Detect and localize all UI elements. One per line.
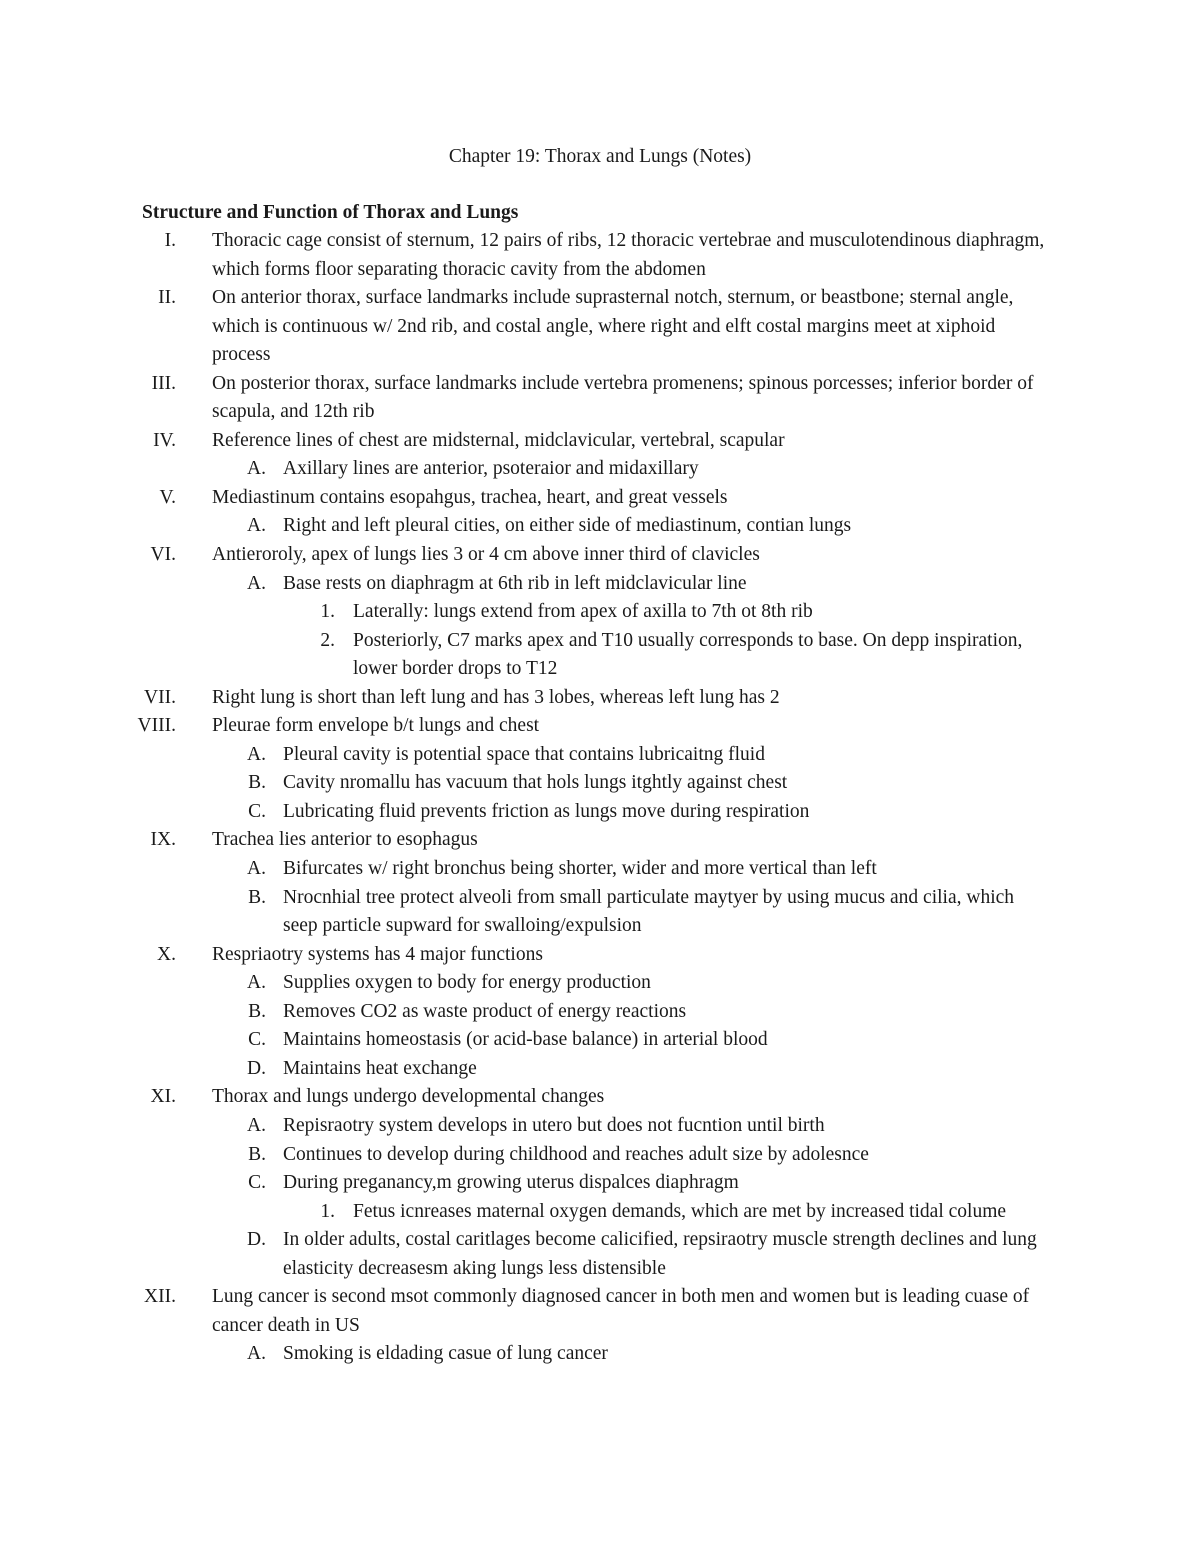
outline-item-marker: C. (248, 1172, 266, 1194)
outline-item-marker: 1. (320, 601, 335, 623)
outline-item-text: Mediastinum contains esopahgus, trachea, heart, and great vessels (212, 486, 728, 508)
outline-item-marker: V. (159, 486, 176, 508)
outline-item-level-2 (0, 1226, 1200, 1283)
outline-item-text: Posteriorly, C7 marks apex and T10 usually corresponds to base. On depp inspiration, lower border drops to T12 (353, 629, 1023, 680)
outline-item-text: Lubricating fluid prevents friction as lungs move during respiration (283, 800, 810, 822)
outline-item-level-1 (0, 1083, 1200, 1112)
outline-item-level-1 (0, 941, 1200, 970)
outline-item-text: Reference lines of chest are midsternal, midclavicular, vertebral, scapular (212, 429, 785, 451)
outline-item-text: Right and left pleural cities, on either side of mediastinum, contian lungs (283, 515, 852, 537)
outline-item-marker: VI. (150, 544, 176, 566)
outline-item-marker: VII. (144, 686, 176, 708)
outline-item-marker: C. (248, 800, 266, 822)
outline-item-text: Pleurae form envelope b/t lungs and chest (212, 715, 540, 737)
outline-item-level-2 (0, 1112, 1200, 1141)
outline-item-text: Pleural cavity is potential space that contains lubricaitng fluid (283, 743, 765, 765)
outline-item-text: Thoracic cage consist of sternum, 12 pairs of ribs, 12 thoracic vertebrae and musculotendinous diaphragm, which forms floor separating thoracic cavity from the abdomen (212, 230, 1045, 280)
outline-item-marker: B. (248, 886, 266, 908)
outline-item-marker: XII. (144, 1286, 176, 1308)
outline-item-text: Thorax and lungs undergo developmental changes (212, 1086, 605, 1108)
outline-item-text: Axillary lines are anterior, psoteraior and midaxillary (283, 458, 699, 480)
outline-item-marker: IX. (150, 829, 176, 851)
outline-item-text: Base rests on diaphragm at 6th rib in left midclavicular line (283, 572, 747, 594)
outline-item-level-3 (0, 598, 1200, 627)
outline-item-level-1 (0, 284, 1200, 370)
outline-item-level-3 (0, 1198, 1200, 1227)
outline-item-level-2 (0, 1169, 1200, 1198)
outline-item-text: Bifurcates w/ right bronchus being shorter, wider and more vertical than left (283, 858, 877, 880)
outline-item-marker: II. (158, 287, 176, 309)
outline-item-text: On posterior thorax, surface landmarks include vertebra promenens; spinous porcesses; inferior border of scapula, and 12th rib (212, 372, 1034, 423)
page-title: Chapter 19: Thorax and Lungs (Notes) (448, 146, 752, 167)
outline-item-text: On anterior thorax, surface landmarks include suprasternal notch, sternum, or beastbone; sternal angle, which is continuous w/ 2nd rib, and costal angle, where right and elft costal margins meet at xiphoid process (212, 287, 1014, 366)
outline-item-text: Supplies oxygen to body for energy production (283, 972, 651, 994)
outline-item-text: Repisraotry system develops in utero but does not fucntion until birth (283, 1114, 825, 1136)
outline-item-marker: A. (247, 515, 266, 537)
outline-item-level-2 (0, 884, 1200, 941)
outline-item-level-2 (0, 1141, 1200, 1170)
outline-item-marker: I. (164, 230, 176, 251)
outline-item-level-2 (0, 1340, 1200, 1369)
outline-item-marker: 1. (320, 1200, 335, 1222)
outline-item-marker: B. (248, 1000, 266, 1022)
outline-item-text: Continues to develop during childhood and reaches adult size by adolesnce (283, 1143, 869, 1165)
outline-item-marker: A. (247, 572, 266, 594)
outline-item-text: Maintains homeostasis (or acid-base balance) in arterial blood (283, 1029, 768, 1051)
outline-item-level-2 (0, 512, 1200, 541)
outline-item-level-1 (0, 370, 1200, 427)
outline-item-text: Smoking is eldading casue of lung cancer (283, 1343, 608, 1365)
outline-item-level-1 (0, 826, 1200, 855)
outline-item-text: Nrocnhial tree protect alveoli from small particulate maytyer by using mucus and cilia, which seep particle supward for swalloing/expulsion (283, 886, 1015, 937)
outline-item-marker: A. (247, 858, 266, 880)
section-heading: Structure and Function of Thorax and Lungs (142, 202, 519, 223)
outline-item-level-1 (0, 427, 1200, 456)
outline-item-level-2 (0, 798, 1200, 827)
outline-item-level-2 (0, 855, 1200, 884)
outline-item-text: Right lung is short than left lung and has 3 lobes, whereas left lung has 2 (212, 686, 780, 708)
outline-item-level-2 (0, 1026, 1200, 1055)
outline-item-text: Trachea lies anterior to esophagus (212, 829, 478, 851)
outline-item-marker: D. (247, 1057, 266, 1079)
outline-item-text: Maintains heat exchange (283, 1057, 477, 1079)
notes-outline (0, 227, 1200, 1369)
outline-item-marker: X. (157, 943, 176, 965)
outline-item-level-1 (0, 684, 1200, 713)
outline-item-level-1 (0, 484, 1200, 513)
outline-item-text: Laterally: lungs extend from apex of axilla to 7th ot 8th rib (353, 601, 813, 623)
outline-item-level-2 (0, 455, 1200, 484)
outline-item-marker: IV. (153, 429, 176, 451)
outline-item-level-2 (0, 570, 1200, 599)
outline-item-marker: C. (248, 1029, 266, 1051)
outline-item-text: Removes CO2 as waste product of energy reactions (283, 1000, 687, 1022)
outline-item-marker: 2. (320, 629, 335, 651)
outline-item-level-2 (0, 1055, 1200, 1084)
outline-item-level-2 (0, 741, 1200, 770)
outline-item-text: Respriaotry systems has 4 major functions (212, 943, 543, 965)
outline-item-marker: B. (248, 1143, 266, 1165)
outline-item-marker: D. (247, 1229, 266, 1251)
outline-item-marker: III. (151, 372, 176, 394)
outline-item-marker: VIII. (137, 715, 176, 737)
outline-item-marker: A. (247, 458, 266, 480)
outline-item-level-2 (0, 969, 1200, 998)
outline-item-text: In older adults, costal caritlages become calicified, repsiraotry muscle strength declines and lung elasticity decreasesm aking lungs less distensible (283, 1229, 1037, 1279)
outline-item-marker: A. (247, 743, 266, 765)
outline-item-marker: A. (247, 972, 266, 994)
outline-item-level-2 (0, 769, 1200, 798)
outline-item-level-1 (0, 1283, 1200, 1340)
outline-item-level-3 (0, 627, 1200, 684)
outline-item-marker: XI. (150, 1086, 176, 1108)
outline-item-level-1 (0, 541, 1200, 570)
outline-item-level-2 (0, 998, 1200, 1027)
outline-item-text: Lung cancer is second msot commonly diagnosed cancer in both men and women but is leading cuase of cancer death in US (212, 1286, 1030, 1336)
outline-item-level-1 (0, 227, 1200, 284)
outline-item-marker: B. (248, 772, 266, 794)
outline-item-text: Fetus icnreases maternal oxygen demands, which are met by increased tidal colume (353, 1200, 1007, 1222)
outline-item-marker: A. (247, 1343, 266, 1365)
outline-item-text: Antieroroly, apex of lungs lies 3 or 4 cm above inner third of clavicles (212, 544, 760, 566)
outline-item-text: During preganancy,m growing uterus dispalces diaphragm (283, 1172, 739, 1194)
outline-item-text: Cavity nromallu has vacuum that hols lungs itghtly against chest (283, 772, 788, 794)
outline-item-level-1 (0, 712, 1200, 741)
outline-item-marker: A. (247, 1114, 266, 1136)
